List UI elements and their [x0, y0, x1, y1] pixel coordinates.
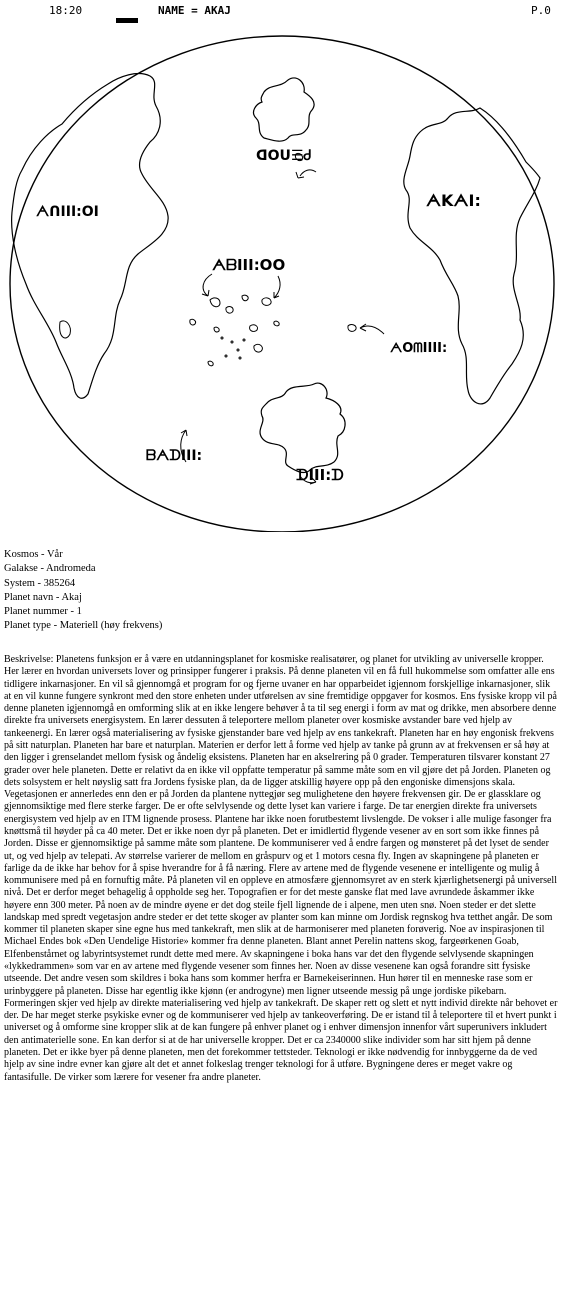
east-continent	[404, 108, 540, 404]
top-status-bar	[0, 0, 565, 24]
center-island-cluster	[190, 295, 279, 366]
info-system: System - 385264	[4, 577, 76, 589]
label-center-islands: ᗅᗷIII:OO	[212, 256, 286, 274]
planet-description: Beskrivelse: Planetens funksjon er å være en utdanningsplanet for kosmiske realisatører, og planet for utvikling av universelle kropper. Her lærer en hvordan universets lover og prinsipper fungerer i praksis. På denne planeten vil en få full hukommelse som omfatter alle ens tidligere inkarnasjoner. En vil så gjennomgå et program for og fjerne uvaner en har opparbeidet igjennom forskjellige inkarnasjoner, slik at en vil kunne fungere synkront med den store enheten under utførelsen av sine fremtidige oppgaver for kosmos. Ens fysiske kropp vil på denne planeten igjennomgå en omforming slik at en ikke lengere behøver å ta til seg energi i form av mat og drikke, men absorbere denne direkte fra universets energisystem. En lærer dessuten å teleportere mellom planeter over kosmiske avstander bare ved hjelp av tankeenergi. En lærer også materialisering av fysiske gjenstander bare ved hjelp av ens tankekraft. Planeten har en høy engonisk frekvens på sitt naturplan. Planeten har bare et naturplan. Materien er derfor lett å forme ved hjelp av tanke på grunn av at frekvensen er så høy at den ligger i grenselandet mellom fysisk og åndelig eksistens. Planeten har en akselrering på 0 grader. Temperaturen tilsvarer konstant 27 grader over hele planeten. Dette er relativt da en ikke vil oppfatte temperatur på samme måte som en vil gjøre det på Jorden. Planeten og dets solsystem er helt nøyslig satt fra Jordens fysiske plan, da de ligger atskillig høyere opp på den engoniske dimensjons skala. Vegetasjonen er annerledes enn den er på Jorden da plantene nyttegjør seg mulighetene den høyere frekvensen gir. De er glassklare og gjennomsiktige med flere sterke farger. De er ofte selvlysende og dette lyset kan variere i farge. De tar energien direkte fra universets energisystem ved hjelp av en ITM lignende prosess. Plantene har ikke noen forutbestemt livslengde. De vokser i alle mulige fasonger fra knøttsmå til høyder på ca 40 meter. Det er ikke noen dyr på planeten. Det er imidlertid flygende vesener av en sort som ikke finnes på Jorden. Disse er gjennomsiktige på samme måte som plantene. De kommuniserer ved å endre fargen og mønsteret på det lyset de sender ut, og ved hjelp av telepati. Av størrelse varierer de mellom en gråspurv og et 1 motors cesna fly. Ingen av skapningene på planeten er farlige da de ikke har behov for å spise hverandre for å få næring. Flere av artene med de flygende vesenene er intelligente og mulig å kommunisere med på en fornuftig måte. På planeten vil en oppleve en atmosfære gjennomsyret av en sterk kjærlighetsenergi på universell nivå. Det er derfor meget behagelig å oppholde seg her. Topografien er for det meste ganske flat med lave avrundede åskammer ikke høyere enn 300 meter. På noen av de mindre øyene er det dog steile fjell lignende de i alpene, men uten snø. Noen steder er det slette landskap med spredt vegetasjon andre steder er det tette skoger av planter som kan minne om Jordisk regnskog hva tetthet angår. De som kommer til planeten skaper sine egne hus med tankekraft, men slik at de harmoniserer med planeten forøverig. Noe av inspirasjonen til Michael Endes bok «Den Uendelige Historie» kommer fra denne planeten. Blant annet Perelin nattens skog, fargeørkenen Goab, Elfenbenstårnet og labyrintsystemet rundt dette med mere. Av skapningene i boka hans var det den flygende selvlysende skapningen «lykkedrammen» som var en av artene med flygende vesener som finnes her. Noen av disse vesenene kan også forandre sitt fysiske utseende. Det andre vesen som skildres i boka hans som kommer herfra er Barnekeiserinnen. Hun hører til en menneske rase som er urinbyggere på planeten. Disse har egentlig ikke kjønn (er androgyne) men ligner utseende messig på unge jordiske pikebarn. Formeringen skjer ved hjelp av direkte materialisering ved hjelp av tankekraft. De skaper rett og slett et nytt individ direkte når behovet er der. De har meget sterke psykiske evner og de kommuniserer ved hjelp av tankeoverføring. De er istand til å teleportere til et hvert punkt i universet og å omforme sine kropper slik at de kan fungere på enhver planet og i enhver dimensjon innenfor vårt superunivers inkludert den antimaterielle sone. En kan derfor si at de har universelle kropper. Det er ca 2340000 slike individer som har sitt hjem på denne planeten. Det er ikke byer på denne planeten, men det forekommer tettsteder. Teknologi er ikke nødvendig for innbyggerne da de ved hjelp av sine indre evner kan gjøre alt det et annet folkeslag trenger teknologi for å utføre. Bygningene deres er meget vakre og fantasifulle. De virker som lærere for vesener fra andre planeter.	[4, 654, 558, 1083]
info-galaxy: Galakse - Andromeda	[4, 563, 96, 575]
info-planet-type: Planet type - Materiell (høy frekvens)	[4, 620, 163, 632]
label-south-continent-right: ᗪIII:ᗪ	[296, 466, 344, 484]
page-number: P.0	[531, 4, 551, 17]
planet-info	[4, 548, 162, 634]
planet-name-title: NAME = AKAJ	[158, 4, 231, 17]
info-planet-name: Planet navn - Akaj	[4, 591, 82, 603]
label-east-islands: ᗅOᗰIIII:	[390, 341, 448, 356]
label-east-continent: ᗅKᗅI:	[426, 191, 481, 210]
label-south-continent-left: ᗷᗅᗪIII:	[146, 448, 203, 464]
info-planet-number: Planet nummer - 1	[4, 606, 82, 618]
north-island-arrow	[296, 170, 316, 178]
label-west-continent: ᗅᑎIII:OI	[36, 204, 99, 220]
south-continent	[260, 383, 345, 472]
north-island	[254, 78, 315, 141]
center-arrow-left	[202, 274, 212, 296]
east-small-island	[348, 325, 356, 332]
east-island-arrow	[360, 324, 384, 334]
west-continent-inlet	[60, 321, 71, 338]
west-continent	[12, 74, 169, 399]
clock-time: 18:20	[49, 4, 83, 17]
label-north-continent: ᗡOᑌ☰Ꮷ	[256, 148, 312, 164]
center-arrow-right	[274, 276, 280, 298]
planet-map	[0, 22, 565, 532]
info-cosmos: Kosmos - Vår	[4, 549, 63, 560]
